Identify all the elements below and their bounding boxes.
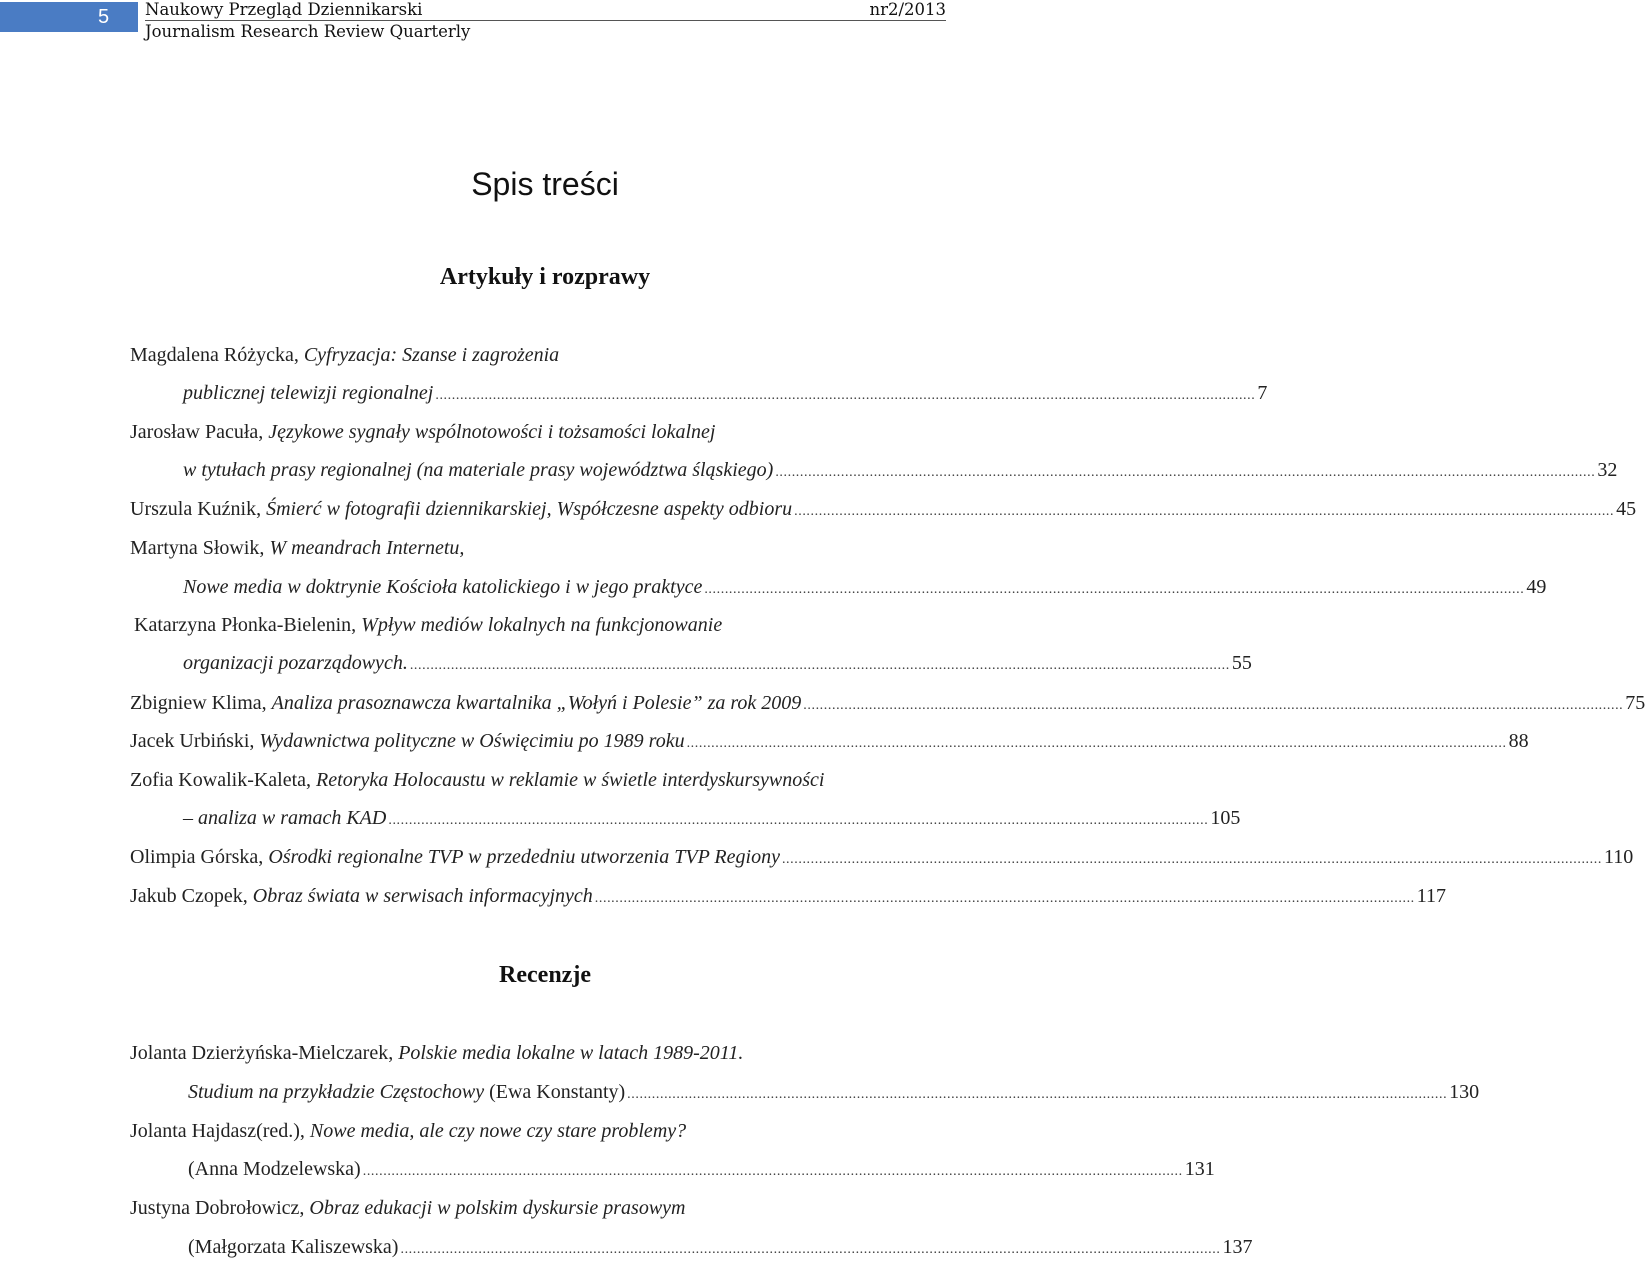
toc-entry-3[interactable]: Urszula Kuźnik, Śmierć w fotografii dziennikarskiej, Współczesne aspekty odbioru ........................................................................................................................................................................................................ 45 <box>130 494 956 524</box>
page-ref: 88 <box>1508 730 1529 752</box>
toc-entry-1-line-1: Magdalena Różycka, Cyfryzacja: Szanse i zagrożenia <box>130 344 560 366</box>
toc-entry-4-line-2[interactable]: Nowe media w doktrynie Kościoła katolickiego i w jego praktyce ........................................................................................................................................................................................................ 49 <box>183 572 956 602</box>
toc-title: Spis treści <box>471 166 619 202</box>
page-ref: 131 <box>1184 1158 1215 1180</box>
toc-entry-9[interactable]: Olimpia Górska, Ośrodki regionalne TVP w przededniu utworzenia TVP Regiony ........................................................................................................................................................................................................ 110 <box>130 842 956 872</box>
page-ref: 7 <box>1257 382 1268 404</box>
page-ref: 130 <box>1449 1081 1480 1103</box>
toc-entry-4-line-1: Martyna Słowik, W meandrach Internetu, <box>130 537 465 559</box>
page-ref: 105 <box>1210 807 1241 829</box>
review-entry-3-line-2[interactable]: (Małgorzata Kaliszewska) ........................................................................................................................................................................................................ 137 <box>188 1232 956 1262</box>
section-heading-reviews: Recenzje <box>499 962 591 988</box>
review-entry-2-line-1: Jolanta Hajdasz(red.), Nowe media, ale czy nowe czy stare problemy? <box>130 1120 687 1142</box>
page-ref: 55 <box>1231 652 1252 674</box>
issue-number: nr2/2013 <box>869 0 946 19</box>
review-entry-2-line-2[interactable]: (Anna Modzelewska) ........................................................................................................................................................................................................ 131 <box>188 1154 956 1184</box>
toc-entry-5-line-1: Katarzyna Płonka-Bielenin, Wpływ mediów lokalnych na funkcjonowanie <box>134 614 723 636</box>
toc-entry-2-line-2[interactable]: w tytułach prasy regionalnej (na materiale prasy województwa śląskiego) ........................................................................................................................................................................................................ 32 <box>183 455 956 485</box>
toc-entry-8-line-2[interactable]: – analiza w ramach KAD ........................................................................................................................................................................................................ 105 <box>183 803 956 833</box>
journal-title-en: Journalism Research Review Quarterly <box>145 22 471 41</box>
page-ref: 117 <box>1416 885 1447 907</box>
page-number: 5 <box>0 2 138 32</box>
section-heading-articles: Artykuły i rozprawy <box>439 264 651 290</box>
journal-title-pl: Naukowy Przegląd Dziennikarski <box>145 0 423 19</box>
toc-entry-5-line-2[interactable]: organizacji pozarządowych. ........................................................................................................................................................................................................ 55 <box>183 648 956 678</box>
toc-entry-2-line-1: Jarosław Pacuła, Językowe sygnały wspólnotowości i tożsamości lokalnej <box>130 421 716 443</box>
review-entry-1-line-2[interactable]: Studium na przykładzie Częstochowy (Ewa Konstanty) ........................................................................................................................................................................................................ 130 <box>188 1077 956 1107</box>
page-ref: 110 <box>1603 846 1634 868</box>
toc-entry-7[interactable]: Jacek Urbiński, Wydawnictwa polityczne w Oświęcimiu po 1989 roku ........................................................................................................................................................................................................ 88 <box>130 726 956 756</box>
page-ref: 45 <box>1616 498 1637 520</box>
page-ref: 49 <box>1526 576 1547 598</box>
page-ref: 32 <box>1597 459 1618 481</box>
page-ref: 137 <box>1222 1236 1253 1258</box>
toc-entry-1-line-2[interactable]: publicznej telewizji regionalnej ........................................................................................................................................................................................................ 7 <box>183 378 956 408</box>
toc-entry-10[interactable]: Jakub Czopek, Obraz świata w serwisach informacyjnych ........................................................................................................................................................................................................ 117 <box>130 881 956 911</box>
page-ref: 75 <box>1625 692 1645 714</box>
toc-entry-8-line-1: Zofia Kowalik-Kaleta, Retoryka Holocaustu w reklamie w świetle interdyskursywności <box>130 769 825 791</box>
review-entry-3-line-1: Justyna Dobrołowicz, Obraz edukacji w polskim dyskursie prasowym <box>130 1197 686 1219</box>
toc-entry-6[interactable]: Zbigniew Klima, Analiza prasoznawcza kwartalnika „Wołyń i Polesie” za rok 2009 ........................................................................................................................................................................................................ 75 <box>130 688 956 718</box>
review-entry-1-line-1: Jolanta Dzierżyńska-Mielczarek, Polskie media lokalne w latach 1989-2011. <box>130 1042 744 1064</box>
